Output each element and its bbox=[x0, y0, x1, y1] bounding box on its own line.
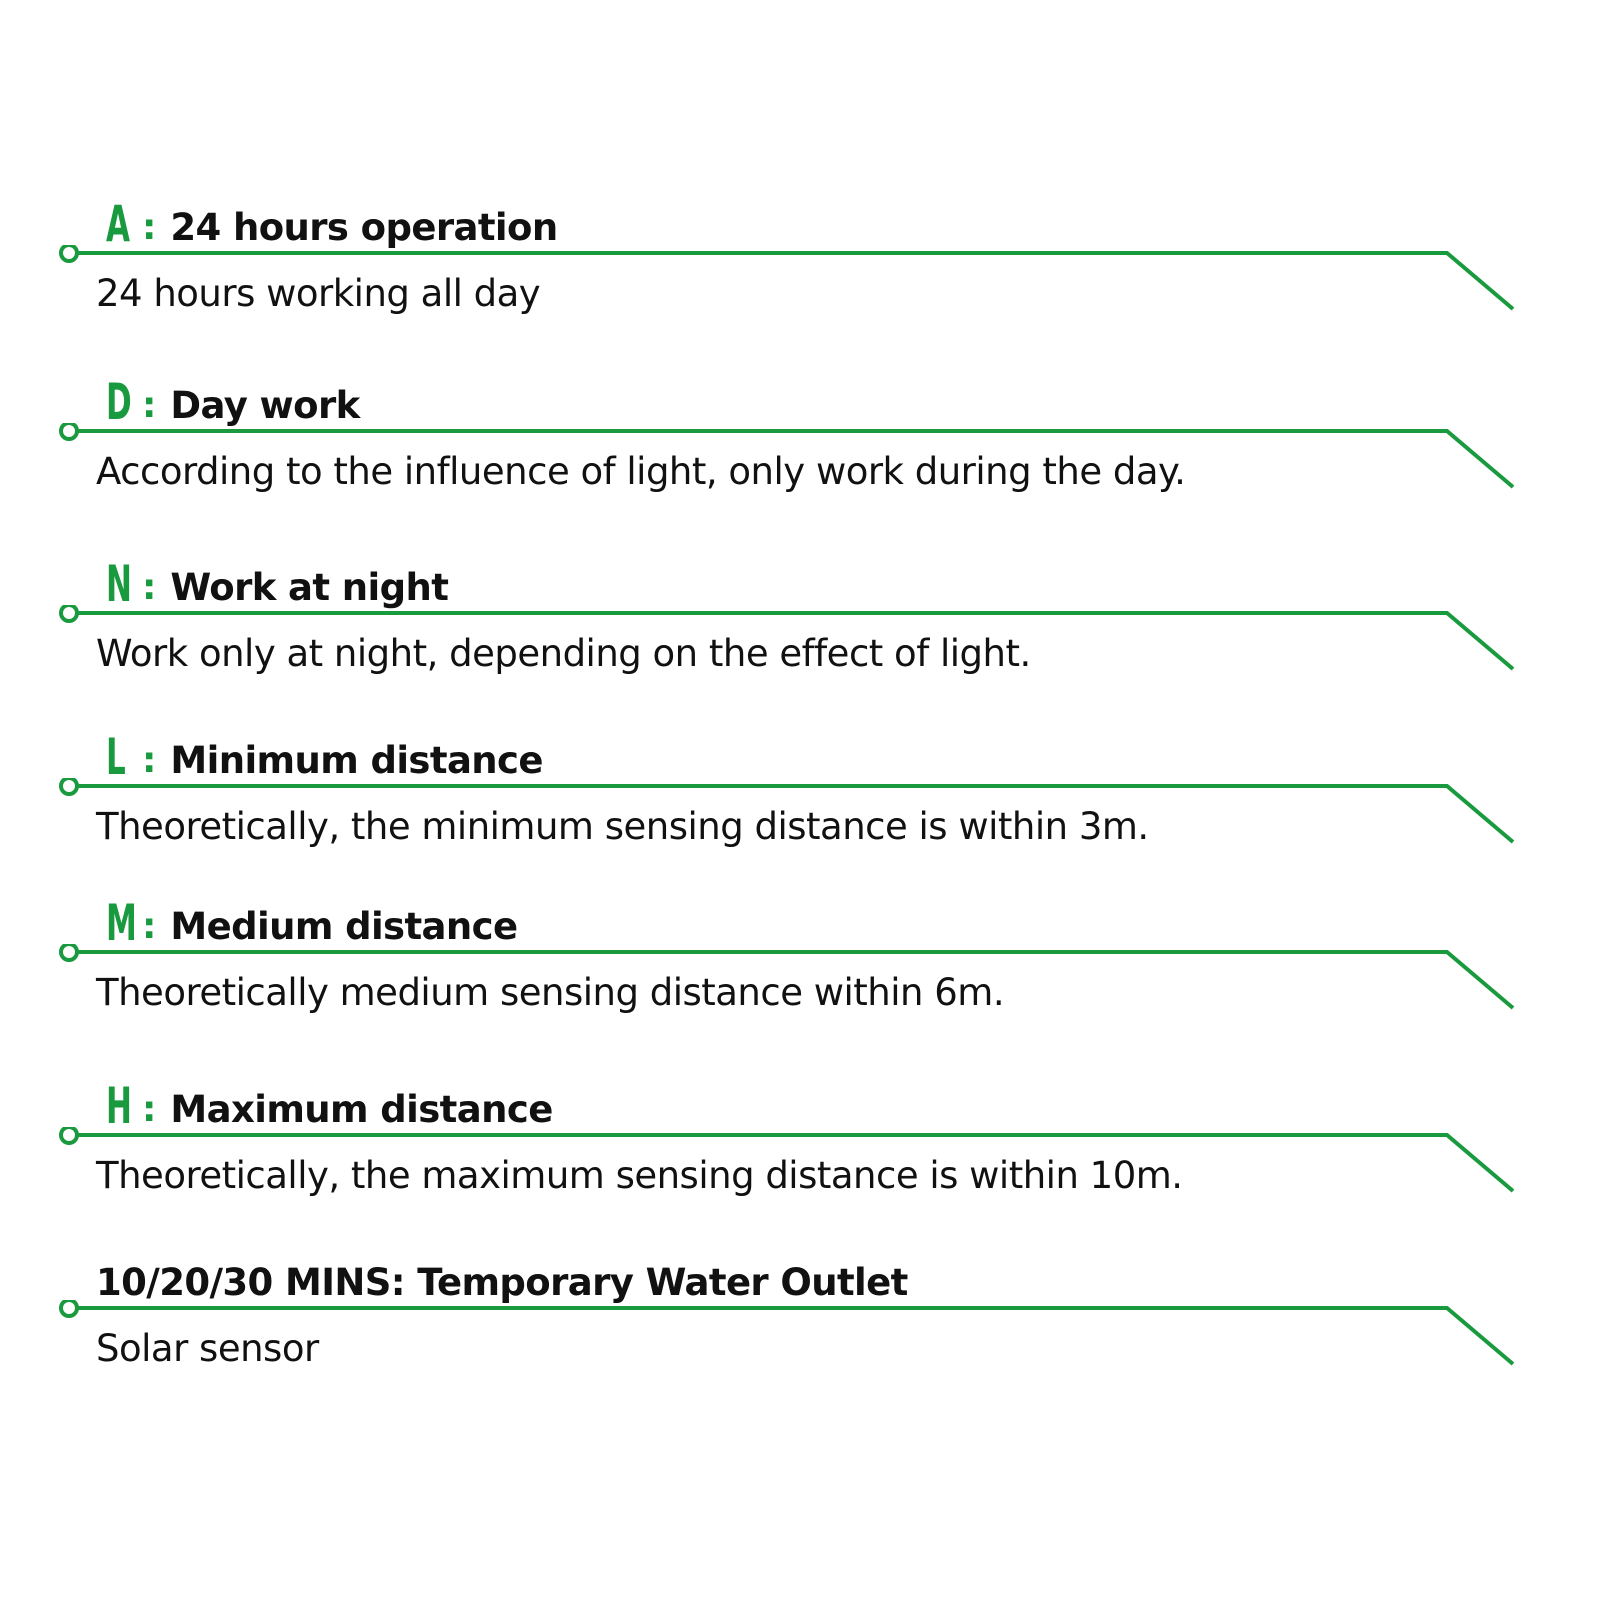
mode-colon: : bbox=[142, 906, 157, 947]
mode-title: Medium distance bbox=[170, 905, 518, 948]
mode-letter: N bbox=[106, 555, 132, 613]
mode-description: According to the influence of light, only work during the day. bbox=[96, 450, 1186, 493]
mode-heading bbox=[96, 365, 360, 431]
mode-heading bbox=[96, 1069, 553, 1135]
mode-item-h bbox=[0, 1069, 1601, 1219]
mode-heading bbox=[96, 886, 518, 952]
mode-description: Theoretically medium sensing distance within 6m. bbox=[96, 971, 1005, 1014]
mode-description: Theoretically, the minimum sensing distance is within 3m. bbox=[96, 805, 1149, 848]
mode-heading bbox=[96, 720, 543, 786]
mode-item-m bbox=[0, 886, 1601, 1036]
mode-title: Maximum distance bbox=[170, 1088, 553, 1131]
mode-item-n bbox=[0, 547, 1601, 697]
mode-colon: : bbox=[142, 567, 157, 608]
mode-title: Work at night bbox=[170, 566, 449, 609]
mode-description: Work only at night, depending on the effect of light. bbox=[96, 632, 1031, 675]
mode-letter: A bbox=[106, 195, 130, 253]
mode-heading bbox=[96, 1242, 908, 1304]
mode-title: 10/20/30 MINS: Temporary Water Outlet bbox=[96, 1261, 908, 1304]
mode-colon: : bbox=[142, 385, 157, 426]
mode-item-a bbox=[0, 187, 1601, 337]
mode-description: Solar sensor bbox=[96, 1327, 319, 1370]
mode-colon: : bbox=[142, 207, 157, 248]
mode-description: 24 hours working all day bbox=[96, 272, 541, 315]
mode-title: Day work bbox=[170, 384, 360, 427]
mode-title: Minimum distance bbox=[170, 739, 543, 782]
mode-colon: : bbox=[142, 1089, 157, 1130]
mode-colon: : bbox=[142, 740, 157, 781]
mode-heading bbox=[96, 187, 558, 253]
mode-title: 24 hours operation bbox=[170, 206, 558, 249]
mode-letter: L bbox=[106, 728, 126, 786]
mode-description: Theoretically, the maximum sensing distance is within 10m. bbox=[96, 1154, 1183, 1197]
mode-letter: M bbox=[106, 894, 137, 952]
mode-item-l bbox=[0, 720, 1601, 870]
mode-letter: D bbox=[106, 373, 132, 431]
mode-heading bbox=[96, 547, 449, 613]
mode-item-d bbox=[0, 365, 1601, 515]
mode-letter: H bbox=[106, 1077, 132, 1135]
mode-item-timer bbox=[0, 1242, 1601, 1392]
